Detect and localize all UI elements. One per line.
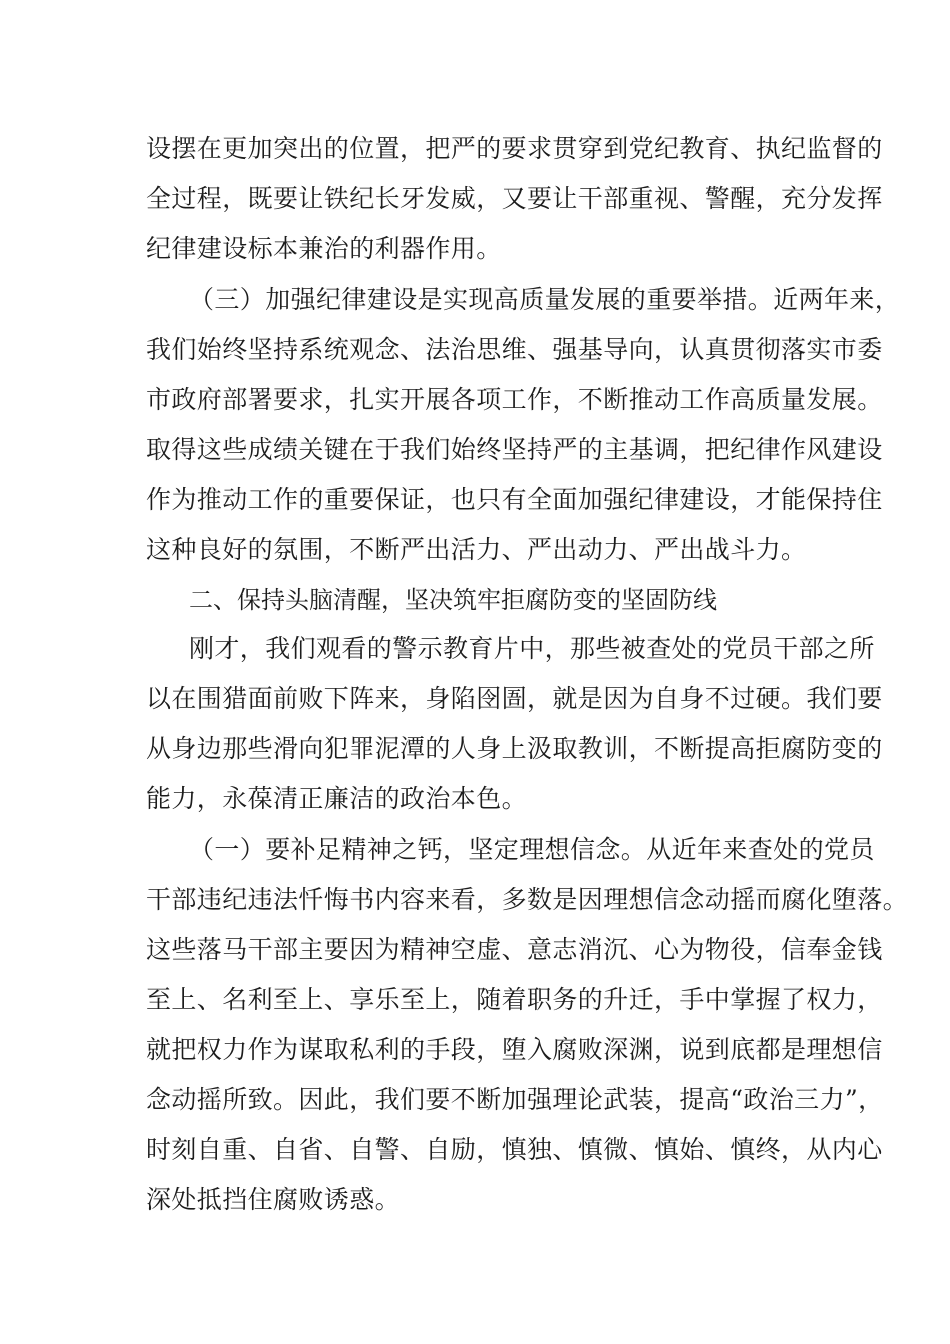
- text-line: 这些落马干部主要因为精神空虚、意志消沉、心为物役，信奉金钱: [146, 935, 883, 964]
- text-line: 深处抵挡住腐败诱惑。: [146, 1185, 401, 1214]
- text-line: 刚才，我们观看的警示教育片中，那些被查处的党员干部之所: [189, 634, 875, 663]
- text-line: 念动摇所致。因此，我们要不断加强理论武装，提高“政治三力”，: [146, 1085, 884, 1114]
- text-line: 全过程，既要让铁纪长牙发威，又要让干部重视、警醒，充分发挥: [146, 184, 883, 213]
- text-line: 以在围猎面前败下阵来，身陷囹圄，就是因为自身不过硬。我们要: [146, 684, 883, 713]
- text-line: 时刻自重、自省、自警、自励，慎独、慎微、慎始、慎终，从内心: [146, 1135, 883, 1164]
- text-line: 作为推动工作的重要保证，也只有全面加强纪律建设，才能保持住: [146, 485, 883, 514]
- text-line: 我们始终坚持系统观念、法治思维、强基导向，认真贯彻落实市委: [146, 335, 883, 364]
- text-line: 从身边那些滑向犯罪泥潭的人身上汲取教训，不断提高拒腐防变的: [146, 734, 883, 763]
- text-line: 干部违纪违法忏悔书内容来看，多数是因理想信念动摇而腐化堕落。: [146, 885, 909, 914]
- text-line: 至上、名利至上、享乐至上，随着职务的升迁，手中掌握了权力，: [146, 985, 883, 1014]
- section-heading: 二、保持头脑清醒，坚决筑牢拒腐防变的坚固防线: [189, 586, 717, 614]
- text-line: 取得这些成绩关键在于我们始终坚持严的主基调，把纪律作风建设: [146, 435, 883, 464]
- text-line: 就把权力作为谋取私利的手段，堕入腐败深渊，说到底都是理想信: [146, 1035, 883, 1064]
- text-line: 能力，永葆清正廉洁的政治本色。: [146, 784, 528, 813]
- text-line: （一）要补足精神之钙，坚定理想信念。从近年来查处的党员: [189, 835, 875, 864]
- text-line: 纪律建设标本兼治的利器作用。: [146, 234, 502, 263]
- text-line: （三）加强纪律建设是实现高质量发展的重要举措。近两年来，: [189, 285, 901, 314]
- text-line: 市政府部署要求，扎实开展各项工作，不断推动工作高质量发展。: [146, 385, 883, 414]
- text-line: 这种良好的氛围，不断严出活力、严出动力、严出战斗力。: [146, 535, 807, 564]
- text-line: 设摆在更加突出的位置，把严的要求贯穿到党纪教育、执纪监督的: [146, 134, 883, 163]
